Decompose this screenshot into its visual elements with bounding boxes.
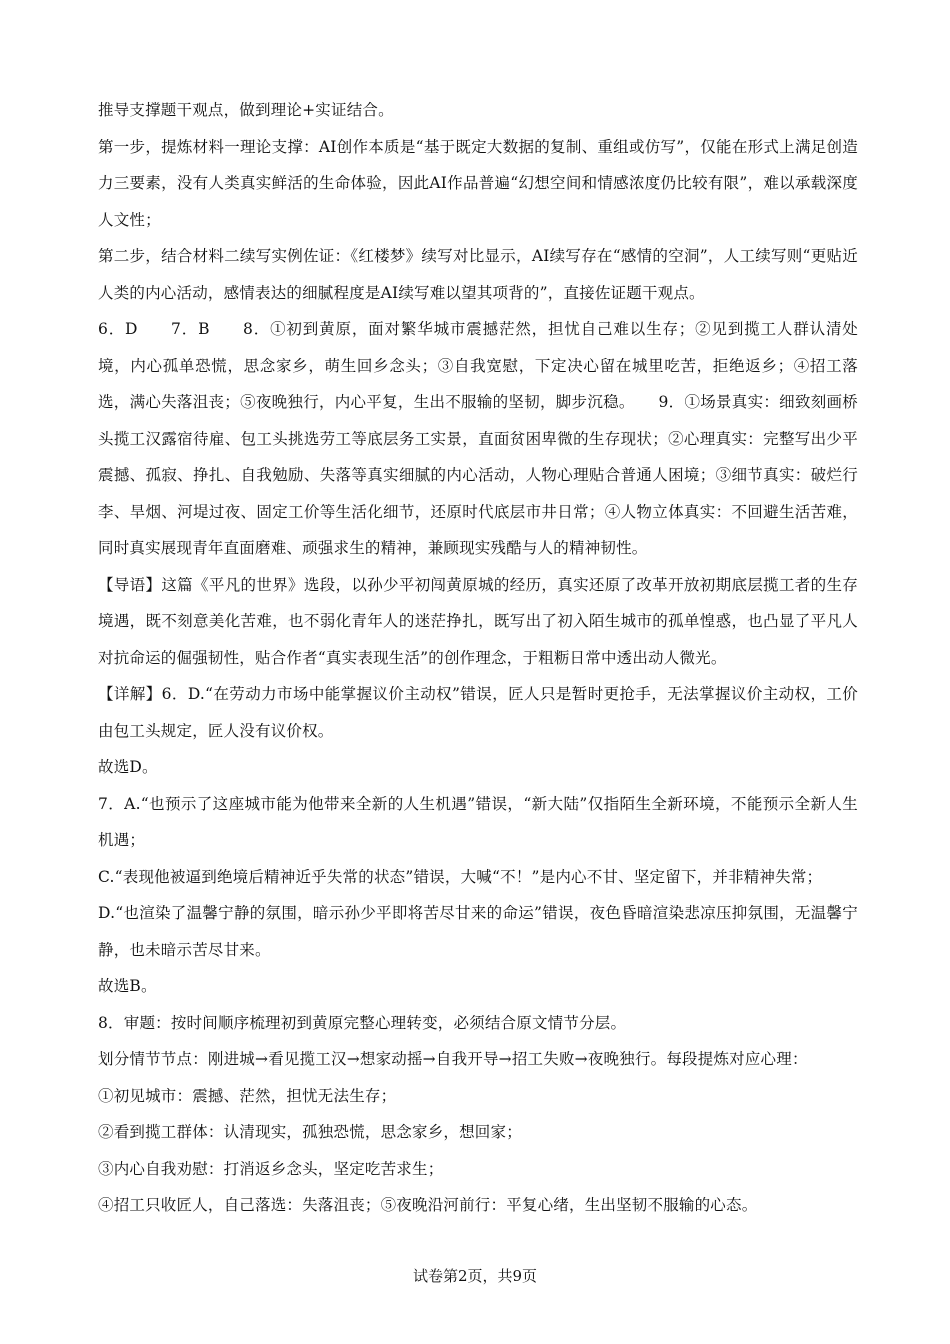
paragraph: 7．A.“也预示了这座城市能为他带来全新的人生机遇”错误，“新大陆”仅指陌生全新环境，不能预示全新人生机遇； xyxy=(98,794,858,849)
answer-body xyxy=(98,92,858,1224)
paragraph: ③内心自我劝慰：打消返乡念头，坚定吃苦求生； xyxy=(98,1159,444,1178)
paragraph: C.“表现他被逼到绝境后精神近乎失常的状态”错误，大喊“不！”是内心不甘、坚定留下，并非精神失常； xyxy=(98,867,823,886)
paragraph: ①初见城市：震撼、茫然，担忧无法生存； xyxy=(98,1086,397,1105)
paragraph: ②看到揽工群体：认清现实，孤独恐慌，思念家乡，想回家； xyxy=(98,1123,522,1141)
paragraph: 故选B。 xyxy=(98,977,157,995)
paragraph: 第一步，提炼材料一理论支撑：AI创作本质是“基于既定大数据的复制、重组或仿写”，仅能在形式上满足创造力三要素，没有人类真实鲜活的生命体验，因此AI作品普遍“幻想空间和情感浓度仍比较有限”，难以承载深度人文性； xyxy=(98,137,858,229)
paragraph: 第二步，结合材料二续写实例佐证：《红楼梦》续写对比显示，AI续写存在“感情的空洞”，人工续写则“更贴近人类的内心活动，感情表达的细腻程度是AI续写难以望其项背的”，直接佐证题干观点。 xyxy=(98,247,858,302)
paragraph: 【导语】这篇《平凡的世界》选段，以孙少平初闯黄原城的经历，真实还原了改革开放初期底层揽工者的生存境遇，既不刻意美化苦难，也不弱化青年人的迷茫挣扎，既写出了初入陌生城市的孤单惶惑，也凸显了平凡人对抗命运的倔强韧性，贴合作者“真实表现生活”的创作理念，于粗粝日常中透出动人微光。 xyxy=(98,575,858,667)
page-footer: 试卷第2页，共9页 xyxy=(412,1267,538,1285)
paragraph: ④招工只收匠人，自己落选：失落沮丧；⑤夜晚沿河前行：平复心绪，生出坚韧不服输的心态。 xyxy=(98,1196,758,1214)
paragraph: 【详解】6．D.“在劳动力市场中能掌握议价主动权”错误，匠人只是暂时更抢手，无法掌握议价主动权，工价由包工头规定，匠人没有议价权。 xyxy=(98,685,858,740)
paragraph: 8．审题：按时间顺序梳理初到黄原完整心理转变，必须结合原文情节分层。 xyxy=(98,1013,627,1032)
paragraph: 故选D。 xyxy=(98,758,158,776)
paragraph: 推导支撑题干观点，做到理论+实证结合。 xyxy=(98,101,394,119)
paragraph: D.“也渲染了温馨宁静的氛围，暗示孙少平即将苦尽甘来的命运”错误，夜色昏暗渲染悲凉压抑氛围，无温馨宁静，也未暗示苦尽甘来。 xyxy=(98,904,858,959)
paragraph: 6．D 7．B 8．①初到黄原，面对繁华城市震撼茫然，担忧自己难以生存；②见到揽工人群认清处境，内心孤单恐慌，思念家乡，萌生回乡念头；③自我宽慰，下定决心留在城里吃苦，拒绝返乡；④招工落选，满心失落沮丧；⑤夜晚独行，内心平复，生出不服输的坚韧，脚步沉稳。 9．①场景真实：细致刻画桥头揽工汉露宿待雇、包工头挑选劳工等底层务工实景，直面贫困卑微的生存现状；②心理真实：完整写出少平震撼、孤寂、挣扎、自我勉励、失落等真实细腻的内心活动，人物心理贴合普通人困境；③细节真实：破烂行李、旱烟、河堤过夜、固定工价等生活化细节，还原时代底层市井日常；④人物立体真实：不回避生活苦难，同时真实展现青年直面磨难、顽强求生的精神，兼顾现实残酷与人的精神韧性。 xyxy=(98,320,858,557)
paragraph: 划分情节节点：刚进城→看见揽工汉→想家动摇→自我开导→招工失败→夜晚独行。每段提炼对应心理： xyxy=(98,1050,808,1068)
